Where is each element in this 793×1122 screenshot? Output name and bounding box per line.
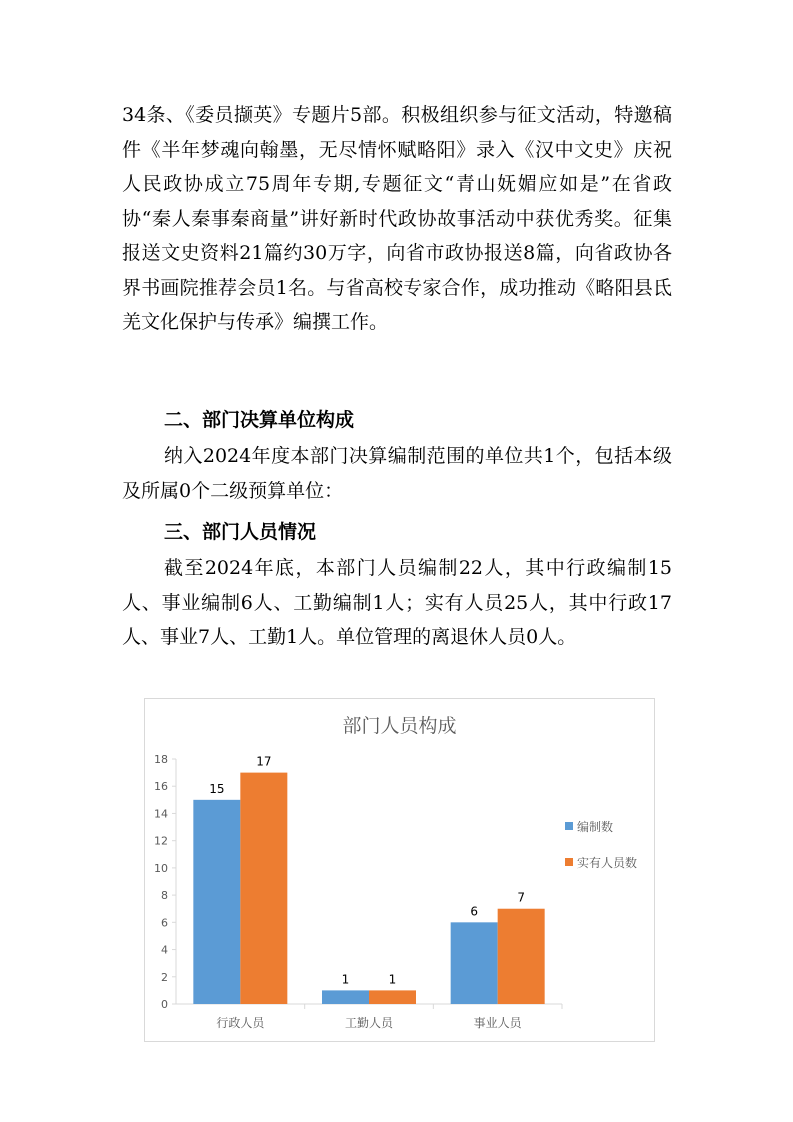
data-label: 7	[517, 890, 525, 905]
y-tick-label: 12	[154, 834, 168, 848]
y-tick-label: 4	[161, 943, 168, 957]
legend-item-planned	[565, 817, 637, 835]
y-tick-label: 18	[154, 753, 168, 766]
legend-swatch-planned	[565, 822, 573, 830]
x-tick-label: 行政人员	[216, 1016, 265, 1030]
y-tick-label: 16	[154, 780, 168, 794]
y-tick-label: 14	[154, 807, 168, 821]
y-tick-label: 0	[161, 998, 168, 1011]
staff-composition-chart	[144, 698, 655, 1042]
legend-label-actual: 实有人员数	[577, 855, 638, 870]
y-tick-label: 8	[161, 889, 168, 903]
chart-title: 部门人员构成	[342, 715, 457, 737]
bar-planned	[193, 800, 240, 1004]
data-label: 17	[256, 754, 272, 769]
data-label: 1	[341, 972, 350, 987]
paragraph-literature-work: 34条、《委员撷英》专题片5部。积极组织参与征文活动，特邀稿件《半年梦魂向翰墨，无尽情怀赋略阳》录入《汉中文史》庆祝人民政协成立75周年专期,专题征文“青山妩媚应如是”在省政协“秦人秦事秦商量”讲好新时代政协故事活动中获优秀奖。征集报送文史资料21篇约30万字，向省市政协报送8篇，向省政协各界书画院推荐会员1名。与省高校专家合作，成功推动《略阳县氐羌文化保护与传承》编撰工作。	[122, 104, 672, 333]
paragraph-staff: 截至2024年底，本部门人员编制22人，其中行政编制15人、事业编制6人、工勤编制1人；实有人员25人，其中行政17人、事业7人、工勤1人。单位管理的离退休人员0人。	[122, 557, 672, 648]
legend-label-planned: 编制数	[577, 819, 614, 834]
y-tick-label: 6	[161, 916, 168, 930]
data-label: 6	[470, 904, 478, 919]
y-tick-label: 2	[161, 970, 168, 984]
bar-planned	[322, 990, 369, 1004]
x-tick-label: 事业人员	[473, 1016, 522, 1030]
legend-swatch-actual	[565, 858, 573, 866]
section-heading-staff: 三、部门人员情况	[164, 521, 317, 543]
bar-actual	[240, 773, 287, 1004]
bar-planned	[451, 922, 498, 1004]
data-label: 1	[388, 972, 397, 987]
x-tick-label: 工勤人员	[344, 1016, 394, 1030]
section-heading-unit-composition: 二、部门决算单位构成	[164, 409, 355, 431]
chart-legend	[565, 817, 637, 889]
paragraph-unit-composition: 纳入2024年度本部门决算编制范围的单位共1个，包括本级及所属0个二级预算单位：	[122, 445, 672, 502]
bar-actual	[498, 909, 545, 1004]
legend-item-actual	[565, 853, 637, 871]
data-label: 15	[209, 781, 225, 796]
y-tick-label: 10	[154, 861, 168, 875]
bar-actual	[369, 990, 416, 1004]
